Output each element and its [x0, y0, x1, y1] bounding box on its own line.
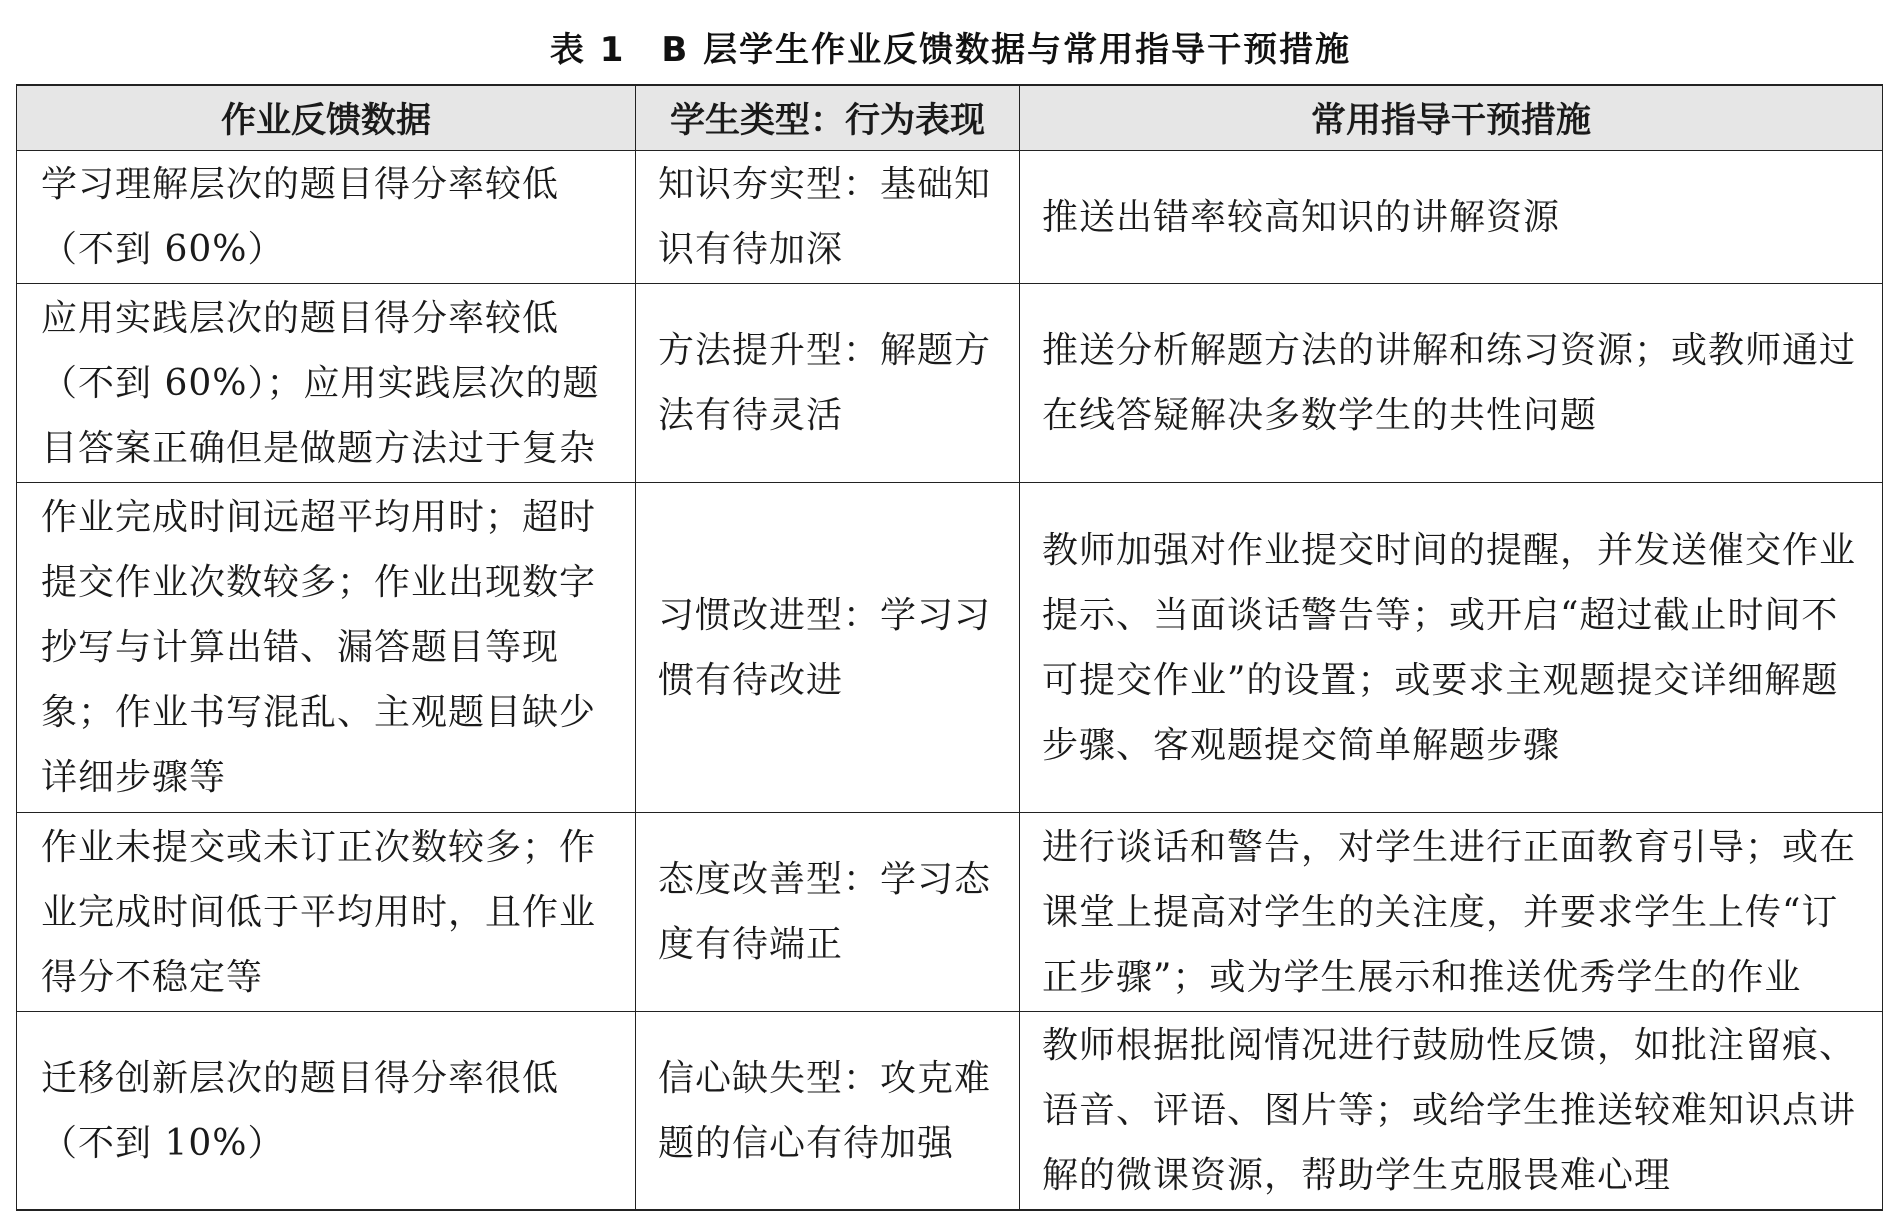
- column-header-feedback-data: 作业反馈数据: [17, 85, 636, 151]
- student-type-cell: 方法提升型：解题方法有待灵活: [636, 284, 1020, 483]
- feedback-table: [16, 84, 1883, 1211]
- table-row: [17, 284, 1883, 483]
- feedback-data-cell: 作业未提交或未订正次数较多；作业完成时间低于平均用时，且作业得分不稳定等: [17, 813, 636, 1012]
- feedback-data-cell: 应用实践层次的题目得分率较低（不到 60%）；应用实践层次的题目答案正确但是做题方法过于复杂: [17, 284, 636, 483]
- intervention-cell: 教师加强对作业提交时间的提醒，并发送催交作业提示、当面谈话警告等；或开启“超过截止时间不可提交作业”的设置；或要求主观题提交详细解题步骤、客观题提交简单解题步骤: [1020, 483, 1883, 813]
- column-header-student-type: 学生类型：行为表现: [636, 85, 1020, 151]
- table-row: [17, 1012, 1883, 1211]
- intervention-cell: 进行谈话和警告，对学生进行正面教育引导；或在课堂上提高对学生的关注度，并要求学生上传“订正步骤”；或为学生展示和推送优秀学生的作业: [1020, 813, 1883, 1012]
- table-row: [17, 813, 1883, 1012]
- feedback-data-cell: 迁移创新层次的题目得分率很低（不到 10%）: [17, 1012, 636, 1211]
- intervention-cell: 推送分析解题方法的讲解和练习资源；或教师通过在线答疑解决多数学生的共性问题: [1020, 284, 1883, 483]
- student-type-cell: 态度改善型：学习态度有待端正: [636, 813, 1020, 1012]
- feedback-data-cell: 作业完成时间远超平均用时；超时提交作业次数较多；作业出现数字抄写与计算出错、漏答题目等现象；作业书写混乱、主观题目缺少详细步骤等: [17, 483, 636, 813]
- intervention-cell: 教师根据批阅情况进行鼓励性反馈，如批注留痕、语音、评语、图片等；或给学生推送较难知识点讲解的微课资源，帮助学生克服畏难心理: [1020, 1012, 1883, 1211]
- student-type-cell: 知识夯实型：基础知识有待加深: [636, 151, 1020, 284]
- table-row: [17, 151, 1883, 284]
- intervention-cell: 推送出错率较高知识的讲解资源: [1020, 151, 1883, 284]
- column-header-intervention: 常用指导干预措施: [1020, 85, 1883, 151]
- feedback-data-cell: 学习理解层次的题目得分率较低（不到 60%）: [17, 151, 636, 284]
- feedback-table-container: [16, 84, 1882, 1211]
- table-row: [17, 483, 1883, 813]
- table-caption: 表 1 B 层学生作业反馈数据与常用指导干预措施: [549, 30, 1352, 70]
- table-header-row: [17, 85, 1883, 151]
- student-type-cell: 信心缺失型：攻克难题的信心有待加强: [636, 1012, 1020, 1211]
- student-type-cell: 习惯改进型：学习习惯有待改进: [636, 483, 1020, 813]
